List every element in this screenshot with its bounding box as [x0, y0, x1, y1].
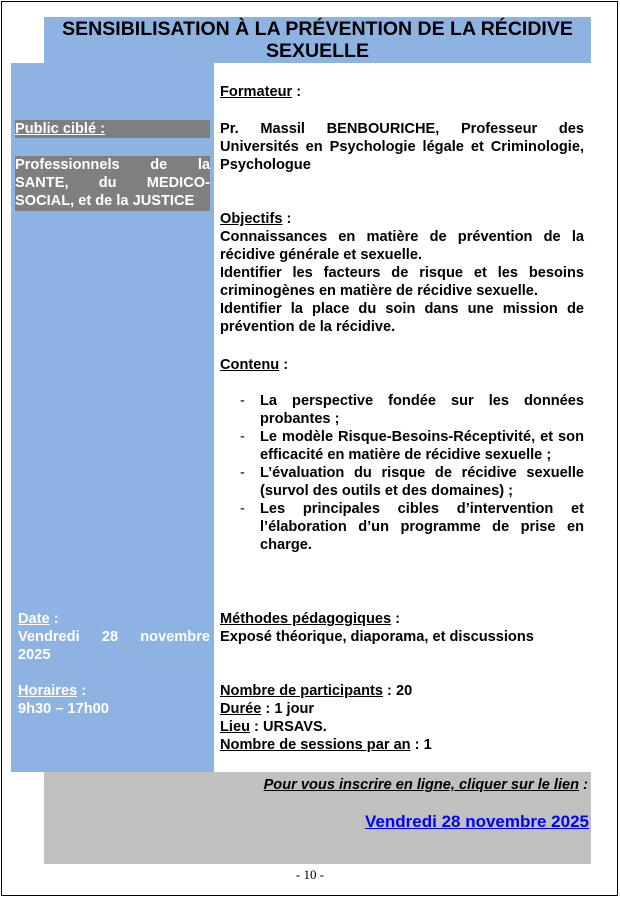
horaires-label: Horaires: [18, 683, 78, 699]
formateur-value: Pr. Massil BENBOURICHE, Professeur des Universités en Psychologie légale et Criminologie, Psychologue: [220, 121, 584, 173]
date-value: Vendredi 28 novembre 2025: [18, 629, 210, 663]
inscription-text: [264, 776, 588, 794]
list-item: - Les principales cibles d’intervention et l’élaboration d’un programme de prise en charge.: [220, 500, 584, 554]
infos-section: [220, 682, 584, 754]
colon: :: [81, 683, 87, 699]
list-item: - Le modèle Risque-Besoins-Réceptivité, et son efficacité en matière de récidive sexuelle ;: [220, 428, 584, 464]
list-item: - L’évaluation du risque de récidive sexuelle (survol des outils et des domaines) ;: [220, 464, 584, 500]
list-item: - La perspective fondée sur les données probantes ;: [220, 392, 584, 428]
duree-label: Durée: [220, 701, 262, 717]
public-label-box: [15, 120, 210, 138]
objectif-line: Identifier la place du soin dans une mission de prévention de la récidive.: [220, 301, 584, 335]
contenu-section: [220, 356, 584, 554]
date-block: [18, 610, 210, 664]
participants-value: 20: [395, 683, 413, 699]
colon: :: [395, 611, 401, 627]
colon: :: [283, 357, 289, 373]
contenu-label: Contenu: [220, 357, 280, 373]
contenu-list: [220, 392, 584, 554]
participants-row: Nombre de participants : 20: [220, 683, 413, 699]
colon: :: [583, 777, 588, 793]
date-label: Date: [18, 611, 50, 627]
inscription-box: [44, 772, 591, 864]
methodes-section: [220, 610, 584, 646]
formateur-section: [220, 83, 584, 174]
objectifs-section: [220, 210, 584, 336]
colon: :: [296, 84, 302, 100]
horaires-value: 9h30 – 17h00: [18, 701, 109, 717]
horaires-block: [18, 682, 210, 718]
lieu-label: Lieu: [220, 719, 250, 735]
formateur-label: Formateur: [220, 84, 293, 100]
methodes-label: Méthodes pédagogiques: [220, 611, 392, 627]
colon: :: [53, 611, 59, 627]
page-number: - 10 -: [295, 867, 325, 882]
left-column: [11, 63, 214, 772]
colon: :: [286, 211, 292, 227]
duree-row: Durée : 1 jour: [220, 701, 315, 717]
sessions-value: 1: [423, 737, 432, 753]
duree-value: 1 jour: [274, 701, 315, 717]
participants-label: Nombre de participants: [220, 683, 383, 699]
inscription-link[interactable]: Vendredi 28 novembre 2025: [365, 812, 589, 831]
lieu-value: URSAVS.: [262, 719, 327, 735]
objectif-line: Connaissances en matière de prévention de la récidive générale et sexuelle.: [220, 229, 584, 263]
sessions-label: Nombre de sessions par an: [220, 737, 411, 753]
public-value: Professionnels de la SANTE, du MEDICO-SOCIAL, et de la JUSTICE: [15, 157, 210, 209]
objectif-line: Identifier les facteurs de risque et les besoins criminogènes en matière de récidive sexuelle.: [220, 265, 584, 299]
methodes-value: Exposé théorique, diaporama, et discussions: [220, 629, 534, 645]
objectifs-label: Objectifs: [220, 211, 283, 227]
public-label: Public ciblé :: [15, 121, 106, 137]
lieu-row: Lieu : URSAVS.: [220, 719, 327, 735]
inscription-label: Pour vous inscrire en ligne, cliquer sur le lien: [263, 777, 580, 793]
page-title: SENSIBILISATION À LA PRÉVENTION DE LA RÉCIDIVE SEXUELLE: [44, 17, 591, 63]
sessions-row: Nombre de sessions par an : 1: [220, 737, 432, 753]
